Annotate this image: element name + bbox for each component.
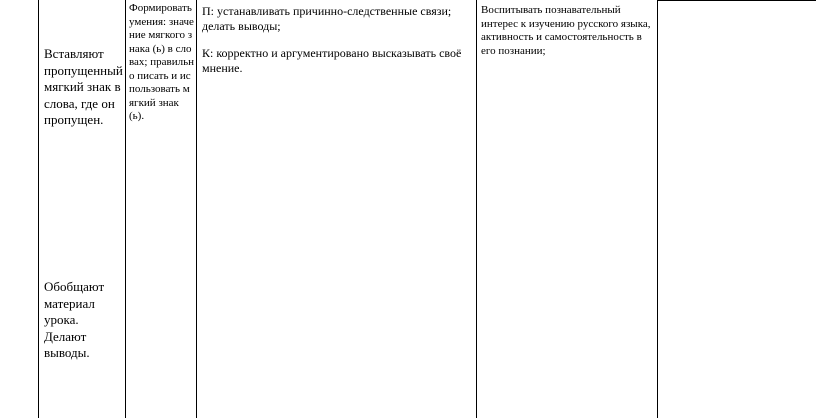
personal-text: Воспитывать познавательный интерес к изучению русского языка, активность и самостоятельность в его познании; [481,4,651,57]
goal-text: Формировать умения: значение мягкого знака (ь) в словах; правильно писать и использовать мягкий знак (ь). [129,2,194,122]
uud-k-text: К: корректно и аргументировано высказывать своё мнение. [202,46,462,75]
column-divider [476,0,477,418]
activity-text-1: Вставляют пропущенный мягкий знак в слова, где он пропущен. [44,46,123,127]
column-divider [38,0,39,418]
uud-p-text: П: устанавливать причинно-следственные связи; делать выводы; [202,4,452,33]
activity-cell-2 [44,279,122,362]
uud-cell [202,4,472,76]
activity-text-2: Обобщают материал урока. Делают выводы. [44,279,105,360]
column-divider [657,0,658,418]
top-border [657,0,816,1]
column-divider [125,0,126,418]
personal-cell [481,4,653,58]
goal-cell [129,2,194,124]
activity-cell-1 [44,46,122,129]
column-divider [196,0,197,418]
